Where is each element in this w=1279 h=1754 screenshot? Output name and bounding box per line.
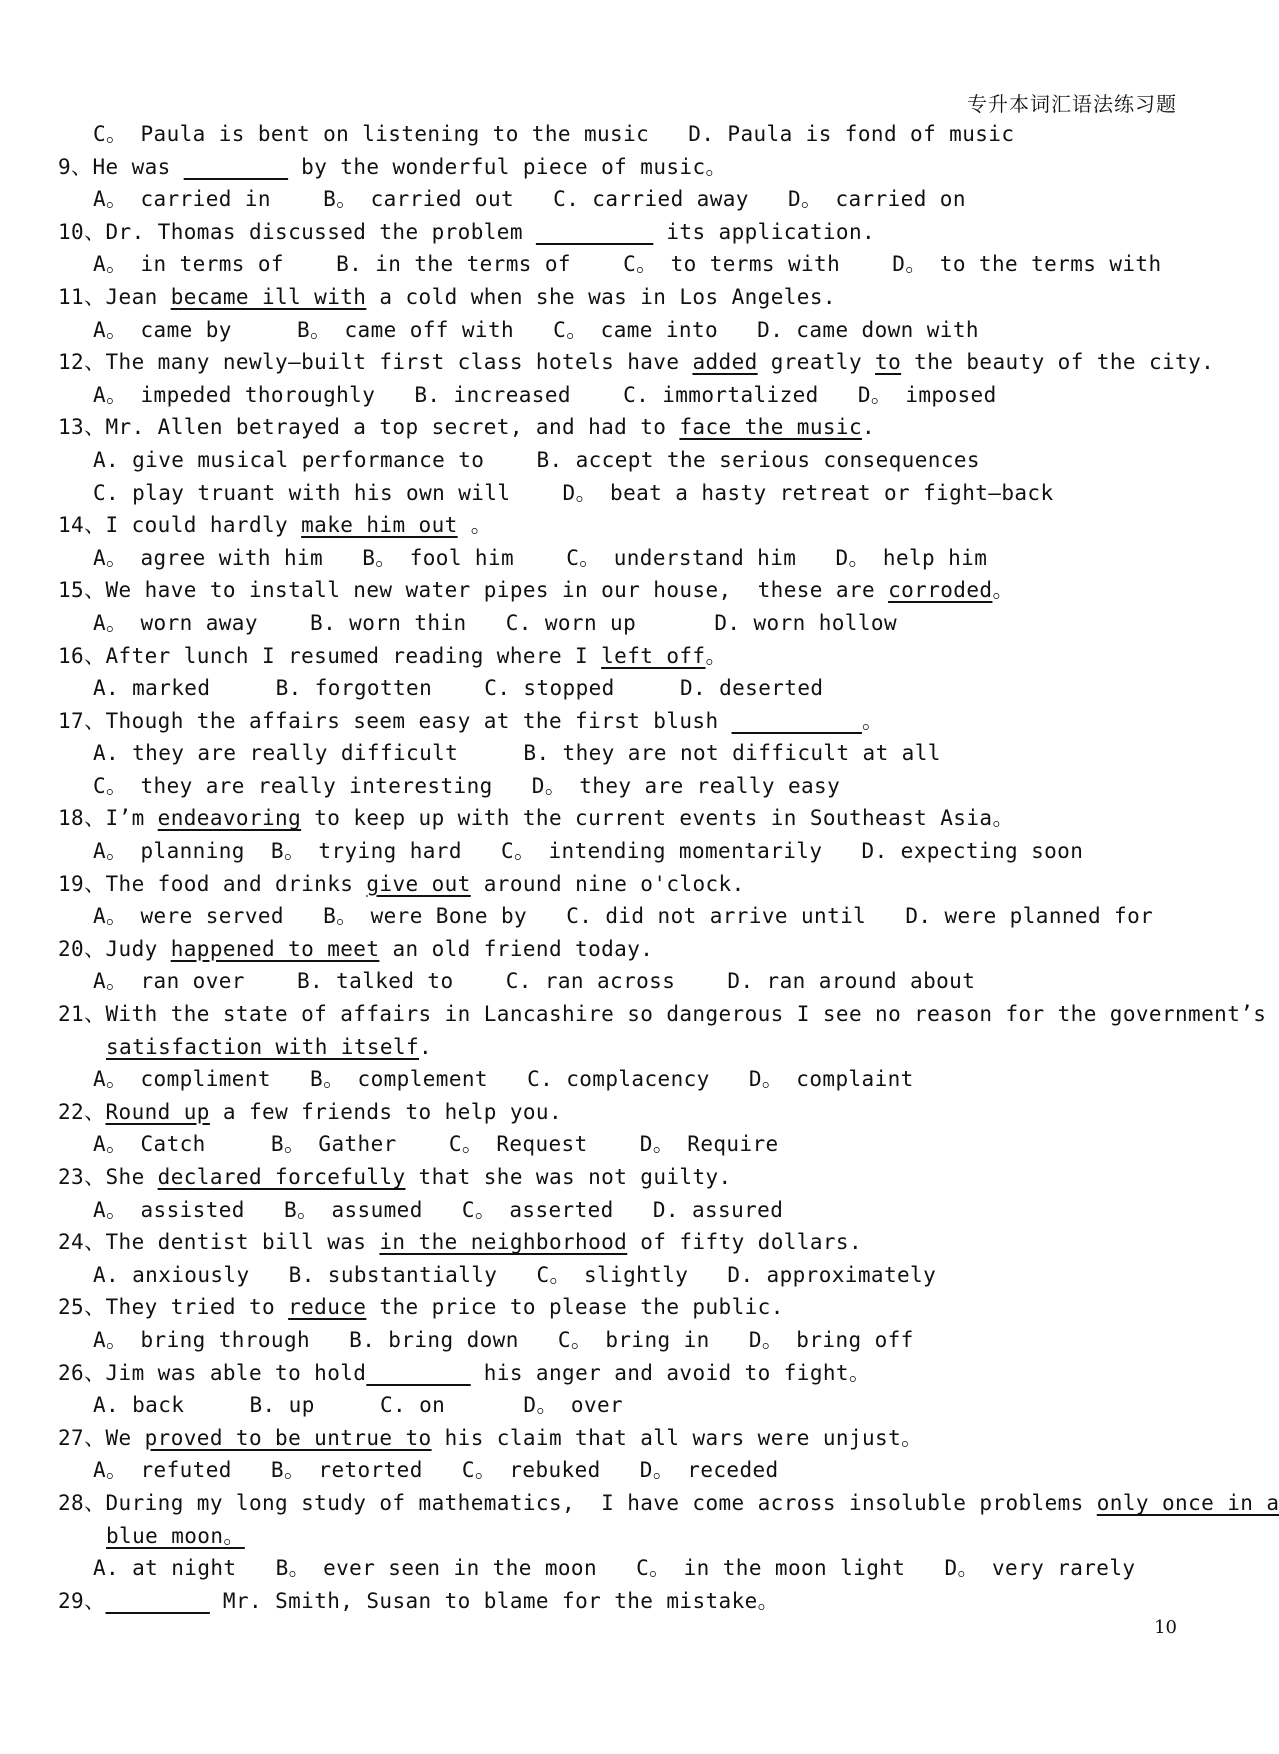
exercise-content — [58, 118, 1279, 1617]
question-line — [58, 1585, 1188, 1618]
text-segment: 13、Mr. Allen betrayed a top secret, and had to — [58, 415, 680, 440]
question-line — [58, 1422, 1188, 1455]
text-segment: 。 — [862, 708, 884, 733]
text-segment: a cold when she was in Los Angeles. — [366, 284, 836, 309]
question-line — [58, 1096, 1188, 1129]
text-segment: 10、Dr. Thomas discussed the problem — [58, 219, 536, 244]
underlined-text: _________ — [535, 219, 654, 244]
options-line — [58, 607, 1188, 640]
text-segment: A. anxiously B. substantially C。 slightly D. approximately — [93, 1262, 937, 1287]
underlined-text: make him out — [301, 513, 458, 538]
text-segment: 25、They tried to — [58, 1295, 289, 1320]
text-segment: A。 planning B。 trying hard C。 intending momentarily D. expecting soon — [93, 839, 1084, 864]
question-line — [58, 1291, 1188, 1324]
options-line — [58, 770, 1188, 803]
underlined-text: happened to meet — [170, 936, 380, 961]
text-segment: 23、She — [58, 1165, 158, 1189]
text-segment: 9、He was — [58, 154, 184, 179]
text-segment: 12、The many newly—built first class hotels have — [58, 350, 693, 375]
text-segment: A。 worn away B. worn thin C. worn up D. worn hollow — [93, 610, 897, 635]
options-line — [58, 835, 1188, 868]
options-line — [58, 672, 1188, 705]
question-line — [58, 281, 1188, 314]
text-segment: 。 — [457, 513, 493, 538]
text-segment: Mr. Smith, Susan to blame for the mistake。 — [209, 1588, 780, 1613]
text-segment: his anger and avoid to fight。 — [470, 1360, 871, 1385]
underlined-text: face the music — [679, 415, 862, 440]
text-segment: A。 assisted B。 assumed C。 asserted D. assured — [93, 1197, 784, 1222]
text-segment: A. marked B. forgotten C. stopped D. deserted — [93, 676, 824, 701]
question-continuation — [58, 1520, 1188, 1553]
text-segment: 18、I’m — [58, 806, 158, 831]
question-line — [58, 802, 1188, 835]
underlined-text: became ill with — [170, 284, 367, 309]
text-segment: 21、With the state of affairs in Lancashire so dangerous I see no reason for the government’s — [58, 1002, 1267, 1027]
text-segment: . — [419, 1034, 433, 1059]
text-segment: 。 — [705, 643, 727, 668]
underlined-text: give out — [366, 871, 471, 896]
page-number: 10 — [1154, 1617, 1177, 1638]
underlined-text: ________ — [105, 1588, 210, 1613]
underlined-text: corroded — [888, 578, 993, 603]
question-line — [58, 1161, 1188, 1194]
underlined-text: reduce — [288, 1295, 367, 1320]
options-line — [58, 542, 1188, 575]
text-segment: 15、We have to install new water pipes in our house, these are — [58, 578, 889, 603]
options-line — [58, 118, 1188, 151]
text-segment: by the wonderful piece of music。 — [288, 154, 727, 179]
underlined-text: in the neighborhood — [379, 1230, 628, 1255]
text-segment: A。 compliment B。 complement C. complacency D。 complaint — [93, 1067, 914, 1092]
question-line — [58, 216, 1188, 249]
underlined-text: proved to be untrue to — [144, 1425, 432, 1450]
text-segment: 26、Jim was able to hold — [58, 1360, 367, 1385]
text-segment: its application. — [653, 219, 876, 244]
text-segment: 17、Though the affairs seem easy at the first blush — [58, 708, 732, 733]
question-line — [58, 998, 1267, 1031]
options-line — [58, 1128, 1188, 1161]
underlined-text: blue moon。 — [106, 1523, 245, 1548]
question-line — [58, 1226, 1188, 1259]
options-line — [58, 1063, 1188, 1096]
text-segment: A。 agree with him B。 fool him C。 understand him D。 help him — [93, 545, 988, 570]
underlined-text: satisfaction with itself — [106, 1034, 420, 1059]
options-line — [58, 1454, 1188, 1487]
text-segment: A。 Catch B。 Gather C。 Request D。 Require — [93, 1132, 779, 1157]
question-line — [58, 640, 1188, 673]
question-continuation — [58, 1031, 1188, 1064]
underlined-text: ________ — [183, 154, 289, 179]
text-segment: an old friend today. — [379, 936, 654, 961]
options-line — [58, 1324, 1188, 1357]
text-segment: of fifty dollars. — [627, 1230, 862, 1255]
text-segment: the beauty of the city. — [901, 350, 1215, 375]
options-line — [58, 477, 1188, 510]
text-segment: C. play truant with his own will D。 beat a hasty retreat or fight—back — [93, 480, 1054, 505]
text-segment: A. they are really difficult B. they are not difficult at all — [93, 741, 941, 766]
question-line — [58, 411, 1188, 444]
underlined-text: only once in a — [1096, 1490, 1279, 1515]
text-segment: 24、The dentist bill was — [58, 1230, 380, 1255]
options-line — [58, 1389, 1188, 1422]
underlined-text: Round up — [105, 1099, 210, 1124]
text-segment: a few friends to help you. — [209, 1099, 563, 1124]
text-segment: 16、After lunch I resumed reading where I — [58, 643, 602, 668]
text-segment: A。 refuted B。 retorted C。 rebuked D。 receded — [93, 1458, 779, 1483]
page-header: 专升本词汇语法练习题 — [967, 92, 1177, 116]
question-line — [58, 933, 1188, 966]
text-segment: A。 in terms of B. in the terms of C。 to terms with D。 to the terms with — [93, 252, 1162, 277]
text-segment: around nine o'clock. — [470, 871, 745, 896]
underlined-text: to — [875, 350, 902, 375]
text-segment: 28、During my long study of mathematics, I have come across insoluble problems — [58, 1490, 1097, 1515]
underlined-text: declared forcefully — [157, 1165, 406, 1189]
text-segment: A。 bring through B. bring down C。 bring in D。 bring off — [93, 1327, 914, 1352]
text-segment: A. give musical performance to B. accept the serious consequences — [93, 447, 980, 472]
options-line — [58, 1552, 1188, 1585]
text-segment: A。 carried in B。 carried out C. carried away D。 carried on — [93, 187, 966, 212]
text-segment: A。 were served B。 were Bone by C. did not arrive until D. were planned for — [93, 904, 1154, 929]
question-line — [58, 574, 1188, 607]
text-segment: C。 Paula is bent on listening to the music D. Paula is fond of music — [93, 122, 1015, 146]
question-line — [58, 868, 1188, 901]
text-segment: . — [862, 415, 876, 440]
text-segment: A。 ran over B. talked to C. ran across D. ran around about — [93, 969, 976, 994]
text-segment: the price to please the public. — [366, 1295, 784, 1320]
text-segment: 22、 — [58, 1099, 106, 1124]
text-segment: A. at night B。 ever seen in the moon C。 in the moon light D。 very rarely — [93, 1556, 1136, 1581]
options-line — [58, 737, 1188, 770]
text-segment: 20、Judy — [58, 936, 171, 961]
question-line — [58, 151, 1188, 184]
question-line — [58, 705, 1188, 738]
text-segment: A。 came by B。 came off with C。 came into D. came down with — [93, 317, 979, 342]
text-segment: to keep up with the current events in Southeast Asia。 — [301, 806, 1014, 831]
options-line — [58, 1259, 1188, 1292]
underlined-text: left off — [601, 643, 706, 668]
options-line — [58, 900, 1188, 933]
text-segment: 。 — [992, 578, 1014, 603]
options-line — [58, 1194, 1188, 1227]
question-line — [58, 1357, 1188, 1390]
underlined-text: added — [692, 350, 758, 375]
underlined-text: endeavoring — [157, 806, 302, 831]
text-segment: greatly — [757, 350, 876, 375]
question-line — [58, 346, 1215, 379]
text-segment: his claim that all wars were unjust。 — [431, 1425, 923, 1450]
options-line — [58, 248, 1188, 281]
text-segment: 11、Jean — [58, 284, 171, 309]
text-segment: 19、The food and drinks — [58, 871, 367, 896]
text-segment: A. back B. up C. on D。 over — [93, 1393, 624, 1418]
text-segment: 27、We — [58, 1425, 145, 1450]
options-line — [58, 183, 1188, 216]
options-line — [58, 965, 1188, 998]
question-line — [58, 1487, 1279, 1520]
options-line — [58, 314, 1188, 347]
text-segment: that she was not guilty. — [405, 1165, 732, 1189]
text-segment: 14、I could hardly — [58, 513, 302, 538]
text-segment: 29、 — [58, 1588, 106, 1613]
text-segment: A。 impeded thoroughly B. increased C. immortalized D。 imposed — [93, 382, 997, 407]
underlined-text: __________ — [731, 708, 862, 733]
options-line — [58, 379, 1188, 412]
question-line — [58, 509, 1188, 542]
options-line — [58, 444, 1188, 477]
underlined-text: ________ — [366, 1360, 471, 1385]
text-segment: C。 they are really interesting D。 they are really easy — [93, 773, 841, 798]
